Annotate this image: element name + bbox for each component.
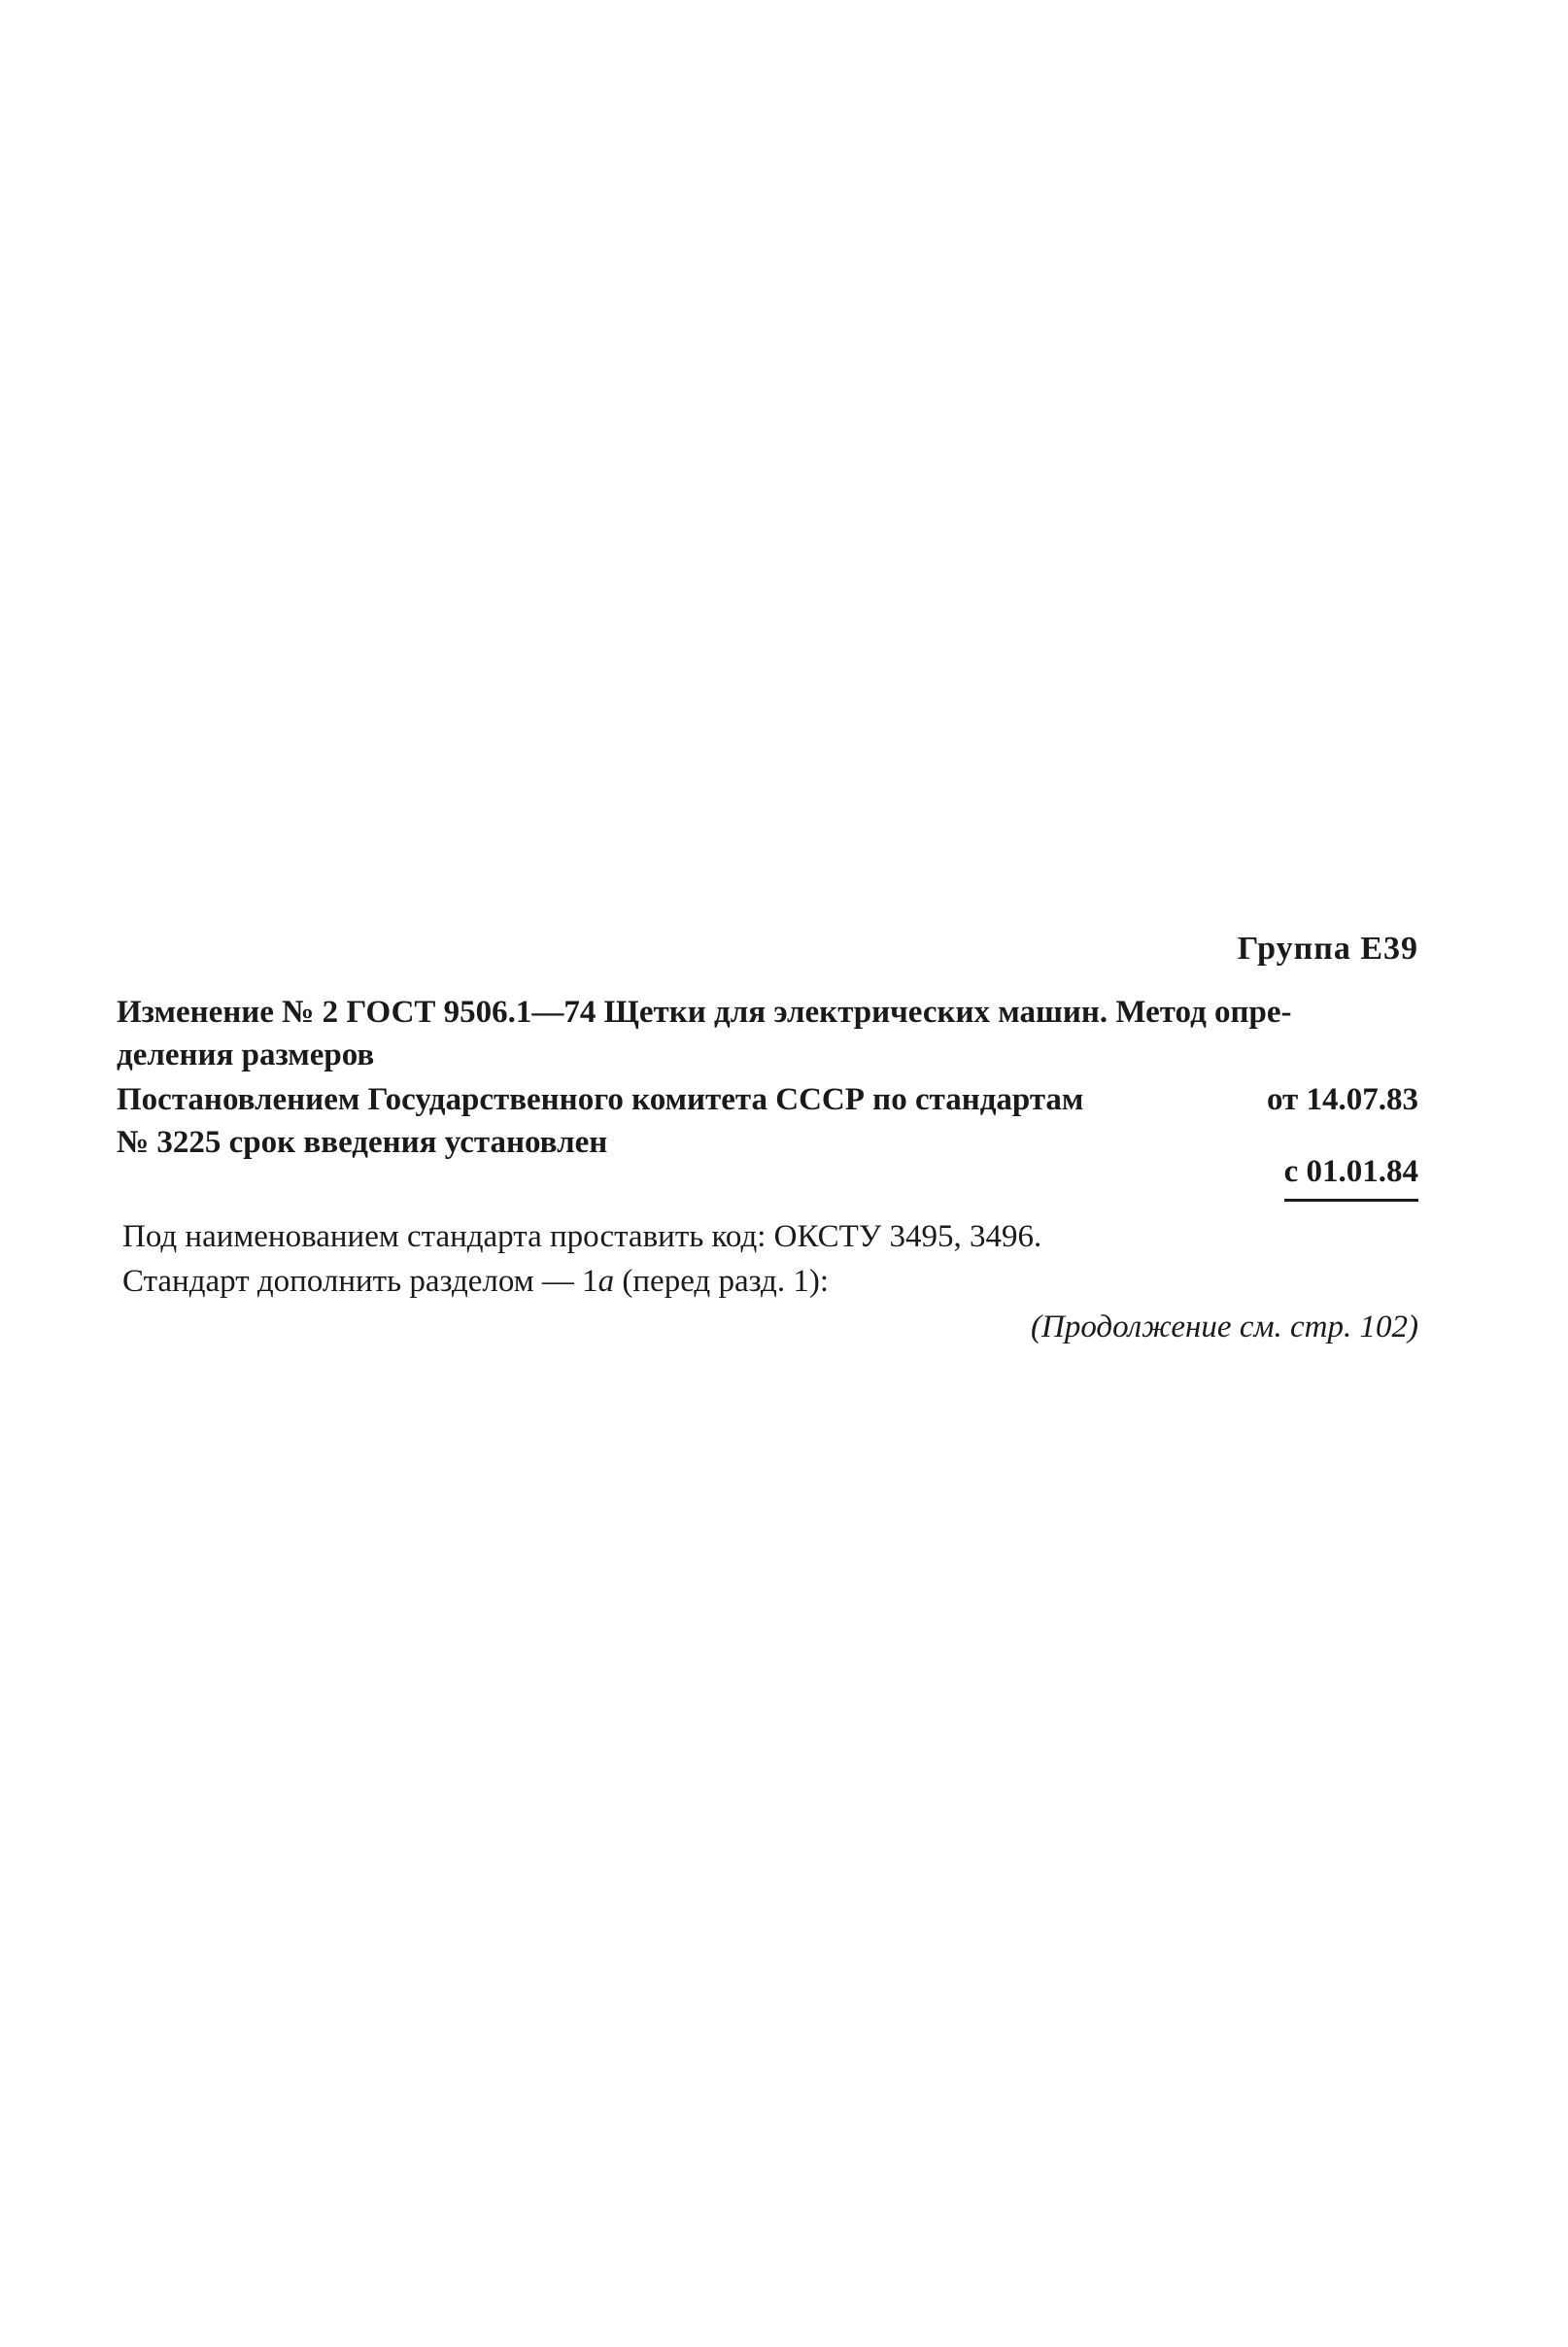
body-paragraph-2 [117,1259,1418,1304]
body-paragraph-2-italic: а [597,1264,615,1299]
group-label: Группа E39 [1237,931,1418,967]
amendment-title-line-2: деления размеров [117,1037,375,1072]
continuation-note: (Продолжение см. стр. 102) [1031,1310,1418,1344]
resolution-date: от 14.07.83 [1266,1082,1418,1117]
resolution-row-1 [117,1078,1418,1121]
resolution-block [117,1078,1418,1164]
body-paragraph-2-end: (перед разд. 1): [614,1264,829,1299]
body-paragraph-2-start: Стандарт дополнить разделом — 1 [122,1264,598,1299]
body-paragraph-1: Под наименованием стандарта проставить код: ОКСТУ 3495, 3496. [122,1219,1042,1254]
amendment-title-line-1: Изменение № 2 ГОСТ 9506.1—74 Щетки для электрических машин. Метод опре- [117,995,1292,1030]
effective-date: с 01.01.84 [1284,1150,1418,1202]
amendment-title [117,991,1418,1076]
resolution-text: Постановлением Государственного комитета СССР по стандартам [117,1082,1084,1117]
body-text [117,1214,1418,1304]
resolution-line-2: № 3225 срок введения установлен [117,1125,608,1160]
